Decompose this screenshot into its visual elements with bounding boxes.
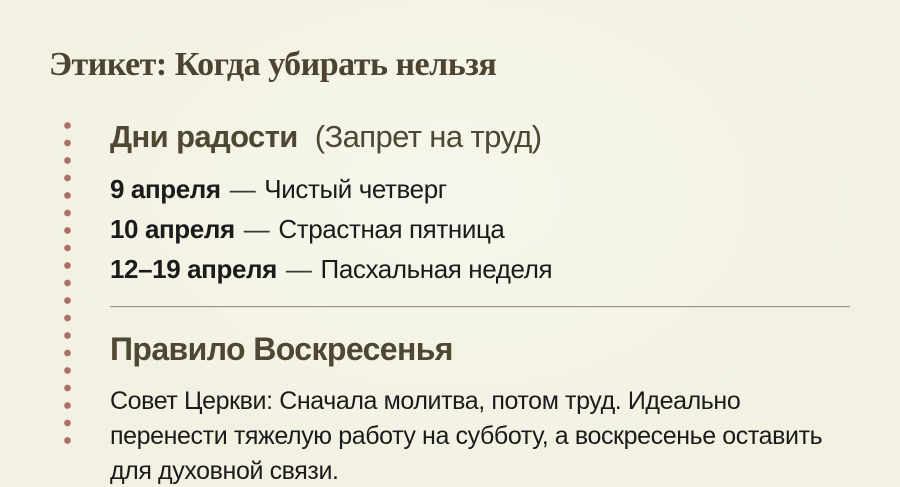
item-date: 10 апреля <box>110 214 235 244</box>
item-event: Страстная пятница <box>278 214 505 244</box>
section1-heading-main: Дни радости <box>110 119 298 154</box>
list-item <box>110 249 552 289</box>
list-item <box>110 169 552 209</box>
item-dash: — <box>285 254 312 284</box>
section1-heading <box>110 119 541 155</box>
item-event: Пасхальная неделя <box>320 254 553 284</box>
section-divider <box>110 306 850 308</box>
section2-body-text: Совет Церкви: Сначала молитва, потом труд. Идеально перенести тяжелую работу на субботу, а воскресенье оставить для духовной связи. <box>110 387 823 485</box>
section1-heading-note: (Запрет на труд) <box>314 119 542 154</box>
item-date: 9 апреля <box>110 174 221 204</box>
section2-heading: Правило Воскресенья <box>110 331 453 367</box>
item-date: 12–19 апреля <box>110 254 277 284</box>
date-list <box>110 169 552 289</box>
item-dash: — <box>229 174 256 204</box>
item-event: Чистый четверг <box>264 174 447 204</box>
item-dash: — <box>243 214 270 244</box>
dotted-accent-rail <box>63 117 72 450</box>
slide-title: Этикет: Когда убирать нельзя <box>49 46 497 83</box>
list-item <box>110 209 552 249</box>
